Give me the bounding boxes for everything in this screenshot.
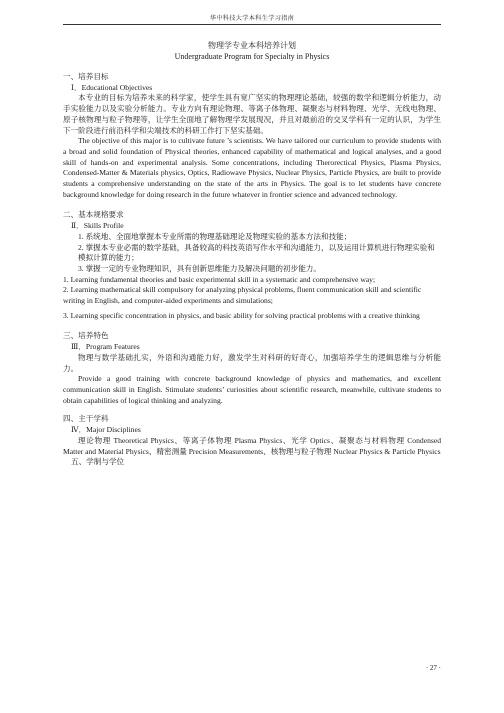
- section-heading-objectives: 一、培养目标: [63, 72, 109, 81]
- running-head: 华中科技大学本科生学习指南: [209, 15, 295, 22]
- features-text-zh: 物理与数学基础扎实，外语和沟通能力好，激发学生对科研的好奇心，加强培养学生的逻辑思维与分析能力。: [63, 352, 441, 373]
- list-item: 3. Learning specific concentration in physics, and basic ability for solving practical problems with a creative thinking: [63, 310, 420, 320]
- list-item: 1. Learning fundamental theories and basic experimental skill in a systematic and comprehensive way;: [63, 274, 376, 284]
- objectives-text-en: The objective of this major is to cultivate future ’s scientists. We have tailored our curriculum to provide students with a broad and solid foundation of Physical theories, enhanced capability of mathematical and logical analyses, and a good skill of hands-on and experimental analysis. Some concentrations, including Therorectical Physics, Plasma Physics, Condensed-Matter & Materials physics, Optics, Radiowave Physics, Nuclear Physics, Particle Physics, are built to provide students a comprehensive understanding on the state of the arts in Physics. The goal is to let students have concrete background knowledge for doing research in the future whatever in frontier science and advanced technology.: [63, 136, 441, 199]
- list-item: 3. 掌握一定的专业物理知识，具有创新思维能力及解决问题的初步能力。: [78, 263, 321, 273]
- subheading-disciplines: Ⅳ．Major Disciplines: [71, 425, 141, 435]
- skills-list-en: [63, 275, 441, 322]
- section-heading-skills: 二、基本规格要求: [63, 210, 124, 220]
- page-number: · 27 ·: [425, 664, 441, 672]
- subheading-features: Ⅲ．Program Features: [71, 342, 140, 352]
- list-item: 1. 系统地、全面地掌握本专业所需的物理基础理论及物理实验的基本方法和技能；: [78, 231, 352, 241]
- section-heading-duration: 五、学制与学位: [71, 457, 125, 467]
- list-item: 2. Learning mathematical skill compulsory for analyzing physical problems, fluent communication skill and scientific writing in English, and computer-aided experiments and simulations;: [63, 285, 422, 306]
- header-rule: [63, 24, 441, 25]
- subheading-objectives: Ⅰ．Educational Objectives: [71, 82, 153, 92]
- skills-list-zh: [63, 232, 441, 275]
- page-content: [63, 40, 441, 468]
- section-heading-features: 三、培养特色: [63, 331, 109, 341]
- features-text-en: Provide a good training with concrete background knowledge of physics and mathematics, and excellent communication skill in English. Stimulate students’ curiosities about scientific research, meanwhile, cultivate students to obtain capabilities of logical thinking and analyzing.: [63, 374, 441, 405]
- list-item: 2. 掌握本专业必需的数学基础，具备较高的科技英语写作水平和沟通能力，以及运用计算机进行物理实验和模拟计算的能力；: [78, 242, 435, 263]
- section-heading-disciplines: 四、主干学科: [63, 414, 109, 424]
- document-title-zh: 物理学专业本科培养计划: [208, 41, 296, 50]
- disciplines-text: 理论物理 Theoretical Physics、等离子体物理 Plasma Physics、光学 Optics、凝聚态与材料物理 Condensed Matter and Material Physics、精密测量 Precision Measurements、核物理与粒子物理 Nuclear Physics & Particle Physics: [63, 435, 441, 456]
- objectives-text-zh: 本专业的目标为培养未来的科学家，使学生具有宽广坚实的物理理论基础，较强的数学和逻辑分析能力，动手实验能力以及实验分析能力。专业方向有理论物理、等离子体物理、凝聚态与材料物理、光学、无线电物理、原子核物理与粒子物理等，让学生全面地了解物理学发展现况，并且对最前沿的交叉学科有一定的认识，为学生下一阶段进行前沿科学和尖端技术的科研工作打下坚实基础。: [63, 93, 441, 135]
- subheading-skills: Ⅱ．Skills Profile: [71, 221, 124, 231]
- document-title-en: Undergraduate Program for Specialty in Physics: [174, 52, 330, 61]
